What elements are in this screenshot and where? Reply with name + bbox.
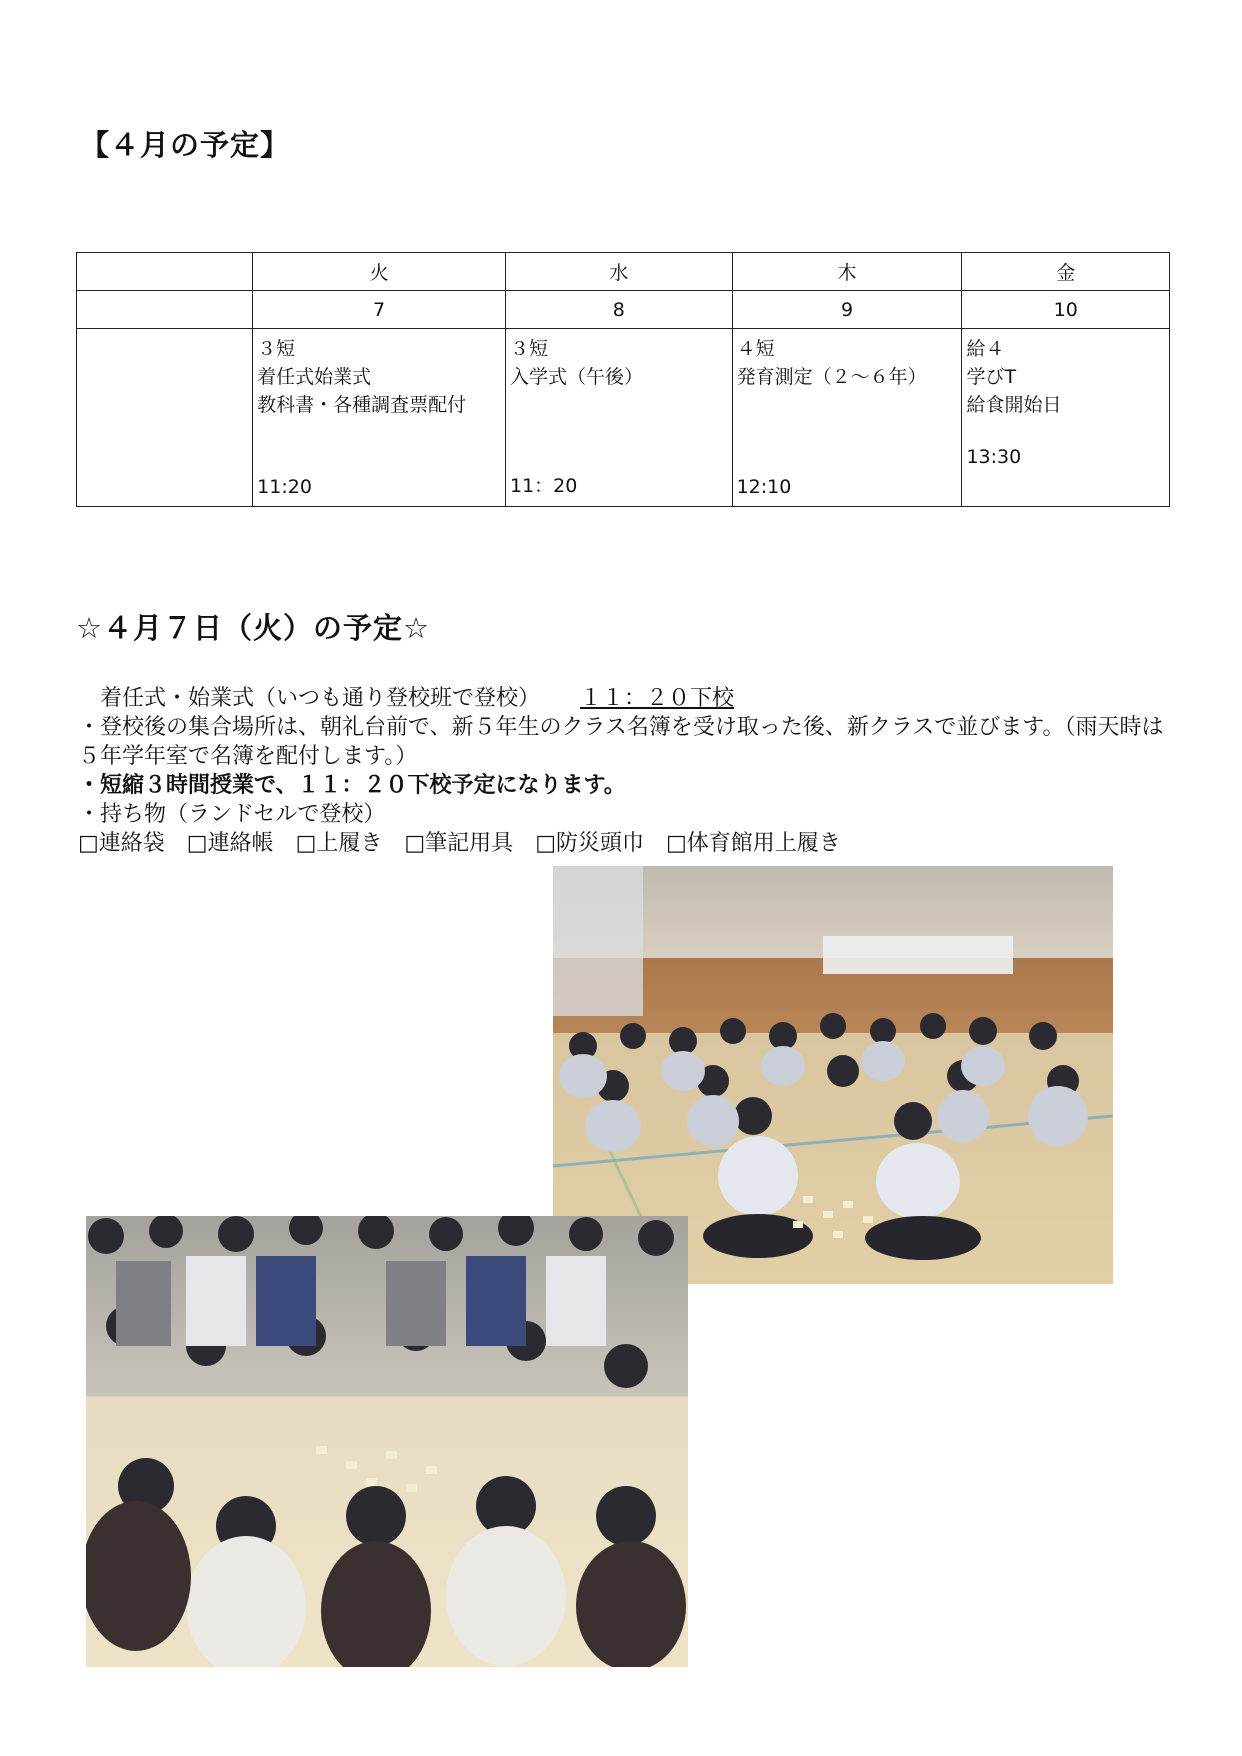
dismissal-time: 11：20 xyxy=(510,475,578,497)
date-cell: 9 xyxy=(732,291,962,329)
belonging-item: □防災頭巾 xyxy=(535,831,644,856)
detail-line: ３短 xyxy=(510,338,549,360)
classroom-activity-photo xyxy=(86,1216,688,1667)
blank-header-cell xyxy=(77,253,253,291)
belongings-list xyxy=(78,829,1178,858)
belonging-item: □連絡帳 xyxy=(186,831,274,856)
gathering-note: ・登校後の集合場所は、朝礼台前で、新５年生のクラス名簿を受け取った後、新クラスで並びます。（雨天時は５年学年室で名簿を配付します。） xyxy=(78,715,1164,769)
dismissal-time: 13:30 xyxy=(966,446,1022,468)
dismissal-time: 11:20 xyxy=(257,476,312,498)
detail-line: 入学式（午後） xyxy=(510,366,644,388)
blank-date-cell xyxy=(77,291,253,329)
detail-cell-fri xyxy=(962,329,1170,507)
detail-cell-thu xyxy=(732,329,962,507)
detail-line: 学びT xyxy=(966,366,1017,388)
date-cell: 10 xyxy=(962,291,1170,329)
page-title: 【４月の予定】 xyxy=(80,128,291,162)
belonging-item: □筆記用具 xyxy=(404,831,514,856)
short-lessons-note: ・短縮３時間授業で、１１：２０下校予定になります。 xyxy=(78,773,626,798)
detail-line: ３短 xyxy=(257,338,296,360)
detail-line: 教科書・各種調査票配付 xyxy=(257,394,467,416)
day-schedule-body xyxy=(78,684,1178,858)
ceremony-line xyxy=(78,684,1178,713)
detail-line: 着任式始業式 xyxy=(257,366,372,388)
detail-cell-tue xyxy=(253,329,506,507)
belongings-title: ・持ち物（ランドセルで登校） xyxy=(78,802,386,827)
dismissal-time: 12:10 xyxy=(736,476,792,498)
detail-line: 給食開始日 xyxy=(966,394,1062,416)
belonging-item: □体育館用上履き xyxy=(665,831,841,856)
belonging-item: □連絡袋 xyxy=(78,831,165,856)
date-cell: 8 xyxy=(506,291,733,329)
day-schedule-title: ☆４月７日（火）の予定☆ xyxy=(76,611,430,645)
april-schedule-table xyxy=(76,252,1170,507)
detail-cell-wed xyxy=(506,329,733,507)
detail-line: ４短 xyxy=(736,338,775,360)
blank-detail-cell xyxy=(77,329,253,507)
weekday-row xyxy=(77,253,1170,291)
detail-row xyxy=(77,329,1170,507)
belonging-item: □上履き xyxy=(295,831,383,856)
weekday-cell: 火 xyxy=(253,253,506,291)
weekday-cell: 金 xyxy=(962,253,1170,291)
weekday-cell: 水 xyxy=(506,253,733,291)
date-row xyxy=(77,291,1170,329)
classroom-photo-illustration xyxy=(86,1216,688,1667)
weekday-cell: 木 xyxy=(732,253,962,291)
detail-line: 給４ xyxy=(966,338,1005,360)
ceremony-text: 着任式・始業式（いつも通り登校班で登校） xyxy=(100,686,541,711)
date-cell: 7 xyxy=(253,291,506,329)
dismissal-text: １１：２０下校 xyxy=(580,686,735,711)
detail-line: 発育測定（２～６年） xyxy=(736,366,927,388)
